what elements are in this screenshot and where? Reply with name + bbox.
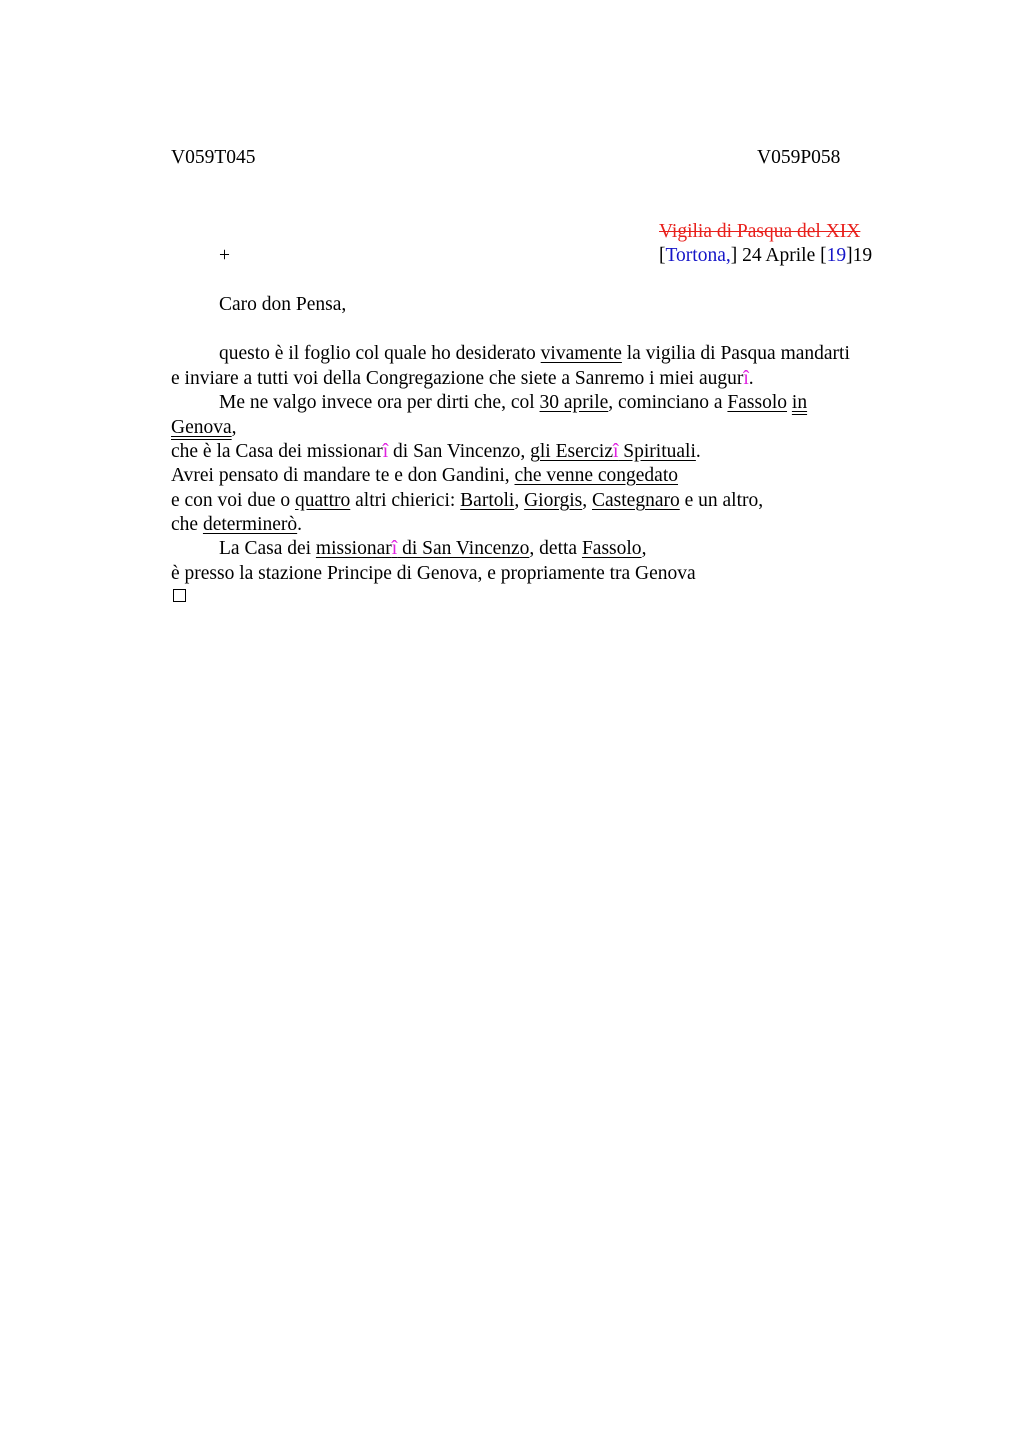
year-bracket-close: ] [846, 245, 853, 266]
variant-mark: î [743, 368, 749, 389]
text-span: Spirituali [618, 441, 696, 462]
variant-mark: î [612, 441, 619, 462]
underlined-text: Fassolo [727, 392, 788, 413]
text-span: , [641, 538, 647, 559]
bracket-open: [ [659, 245, 666, 266]
text-span: . [297, 514, 303, 535]
underlined-text: Bartoli [460, 490, 515, 511]
year-suffix: 19 [852, 245, 873, 266]
text-span: questo è il foglio col quale ho desiderato [219, 343, 541, 364]
body-line-8 [171, 513, 302, 537]
body-line-9 [219, 537, 646, 561]
double-underlined-text: Genova [171, 417, 232, 438]
square-outline-icon [173, 589, 186, 602]
text-span: e un altro, [679, 490, 764, 511]
text-span: missionar [315, 538, 392, 559]
struck-dateline: Vigilia di Pasqua del XIX [659, 221, 861, 242]
body-line-1 [219, 342, 850, 366]
body-line-4 [171, 416, 237, 440]
text-span: gli Eserciz [530, 441, 613, 462]
text-span: , cominciano a [608, 392, 728, 413]
underlined-text: Giorgis [524, 490, 583, 511]
underlined-text: Castegnaro [592, 490, 680, 511]
document-code-right: V059P058 [757, 147, 841, 168]
variant-mark: î [382, 441, 389, 462]
bracket-close: ] [730, 245, 738, 266]
body-line-3 [219, 391, 807, 415]
body-line-7 [171, 489, 763, 513]
dateline-date: 24 Aprile [737, 245, 821, 266]
text-span: di San Vincenzo [397, 538, 530, 559]
underlined-text: che venne congedato [514, 465, 679, 486]
underlined-group [530, 441, 696, 462]
year-bracket-open: [ [820, 245, 827, 266]
text-span: , [231, 417, 237, 438]
text-span: Avrei pensato di mandare te e don Gandini, [171, 465, 515, 486]
dateline [659, 244, 872, 268]
text-span: , detta [529, 538, 582, 559]
underlined-text: 30 aprile [539, 392, 609, 413]
salutation: Caro don Pensa, [219, 294, 347, 315]
text-span: e con voi due o [171, 490, 296, 511]
underlined-text: determinerò [202, 514, 298, 535]
text-span: . [695, 441, 701, 462]
body-line-10: è presso la stazione Principe di Genova, e propriamente tra Genova [171, 563, 696, 584]
double-underlined-text: in [791, 392, 808, 413]
underlined-group [316, 538, 530, 559]
text-span: che è la Casa dei missionar [171, 441, 383, 462]
text-span: La Casa dei [219, 538, 316, 559]
text-span: la vigilia di Pasqua mandarti [621, 343, 850, 364]
year-prefix: 19 [826, 245, 847, 266]
text-span: Me ne valgo invece ora per dirti che, col [219, 392, 540, 413]
body-line-5 [171, 440, 701, 464]
text-span: che [171, 514, 203, 535]
variant-mark: î [391, 538, 398, 559]
underlined-text: vivamente [540, 343, 622, 364]
text-span: , [514, 490, 525, 511]
body-line-6 [171, 464, 678, 488]
dateline-place: Tortona, [665, 245, 731, 266]
cross-mark: + [219, 245, 230, 266]
document-code-left: V059T045 [171, 147, 256, 168]
text-span: e inviare a tutti voi della Congregazione che siete a Sanremo i miei augur [171, 368, 744, 389]
underlined-text: Fassolo [581, 538, 642, 559]
text-span: . [748, 368, 754, 389]
text-span: altri chierici: [350, 490, 461, 511]
text-span: di San Vincenzo, [388, 441, 531, 462]
text-span: , [582, 490, 592, 511]
body-line-2 [171, 367, 754, 391]
underlined-text: quattro [295, 490, 351, 511]
